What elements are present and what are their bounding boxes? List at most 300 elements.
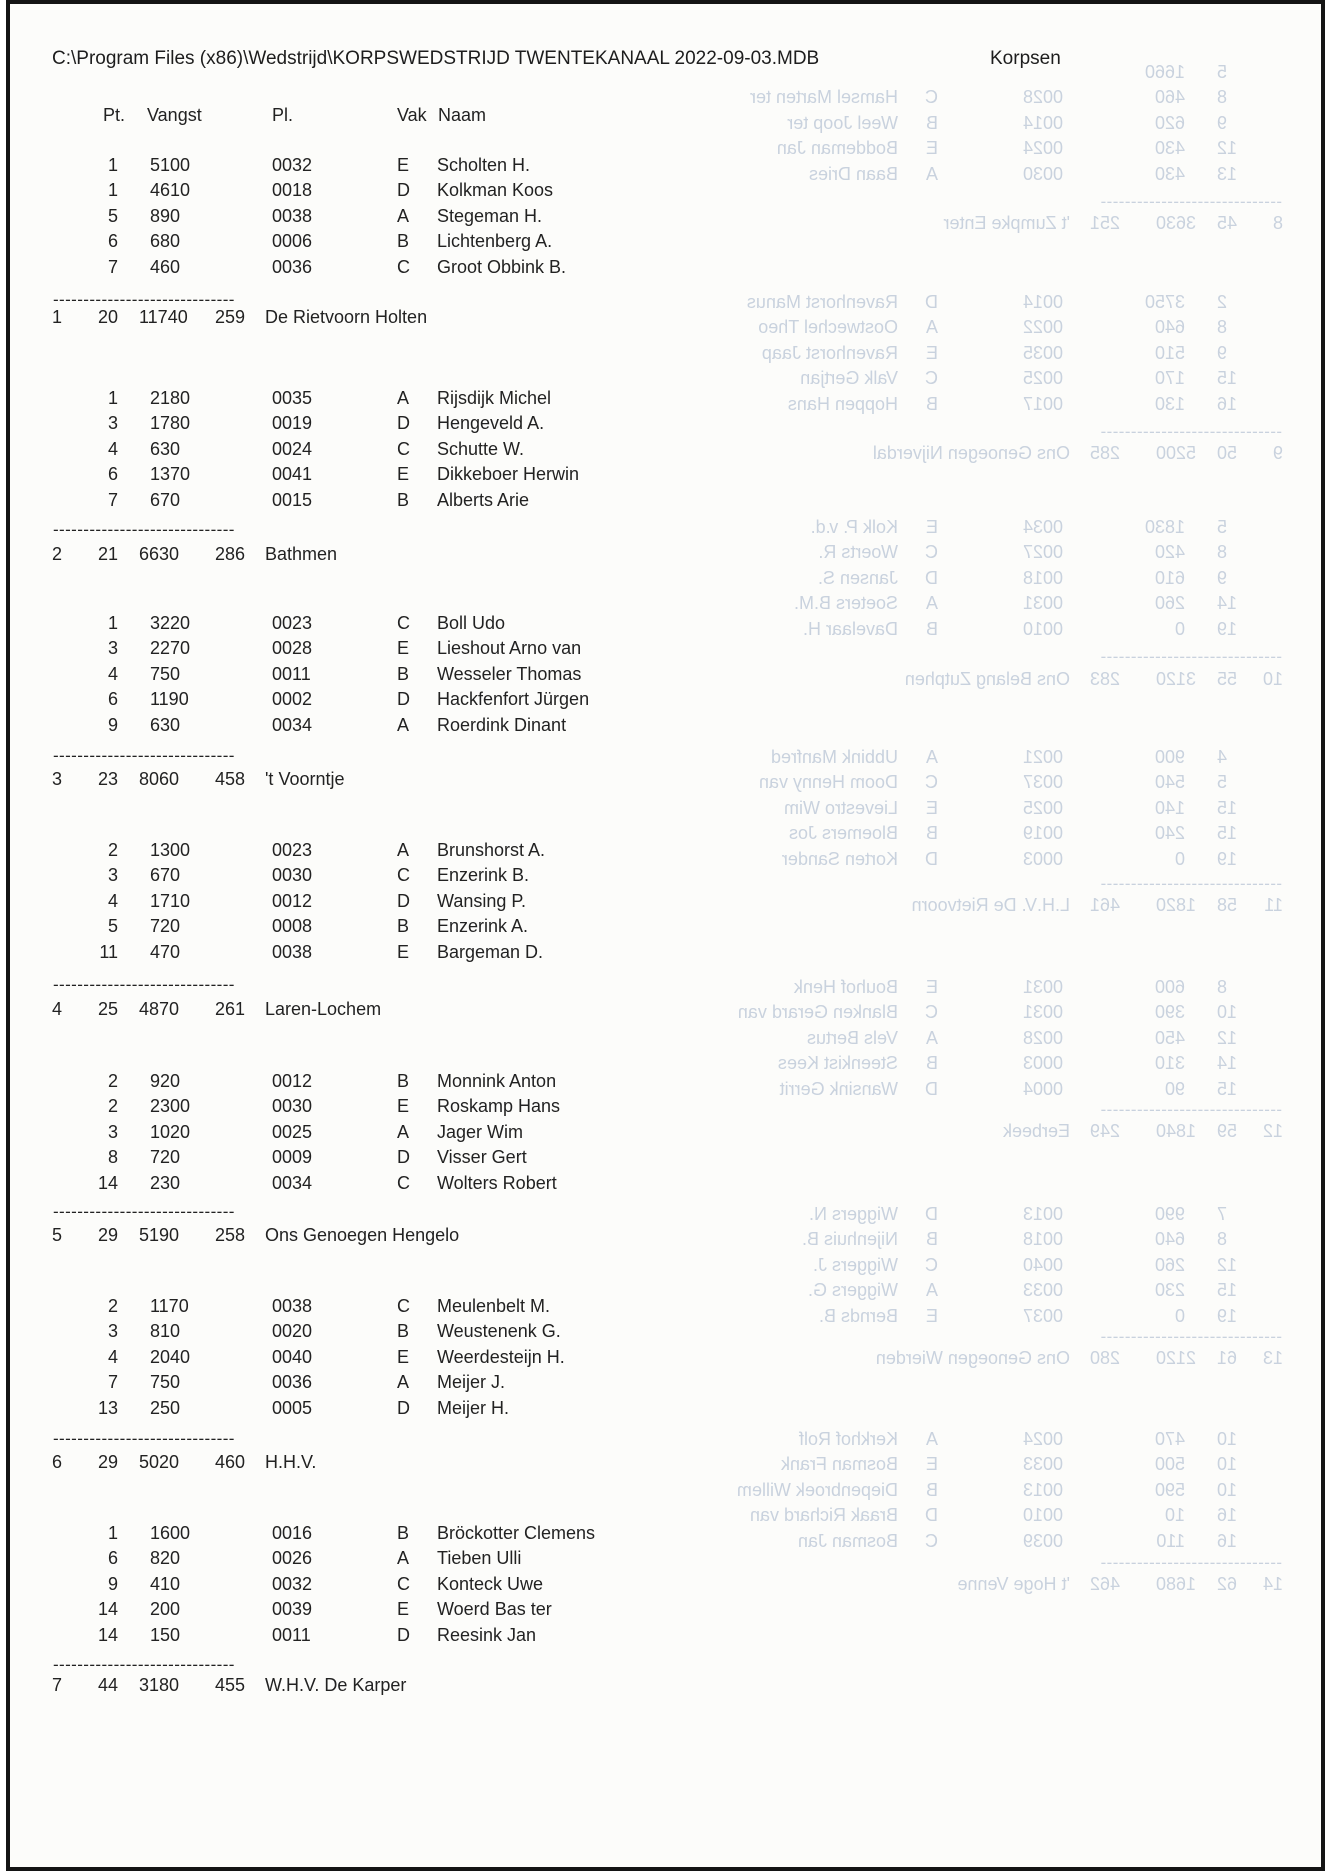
cell-pt: 4 (107, 438, 118, 459)
cell-naam: Soeters B.M. (793, 593, 898, 614)
cell-club-code: 461 (1089, 895, 1120, 915)
cell-vak: D (397, 180, 410, 201)
cell-vak: D (925, 1204, 938, 1224)
cell-vangst: 640 (1154, 1229, 1185, 1250)
cell-vak: C (925, 542, 938, 563)
cell-pt: 14 (97, 1599, 118, 1620)
cell-naam: Dikkeboer Herwin (437, 464, 580, 485)
member-row (10, 1296, 770, 1319)
member-row (10, 1096, 770, 1119)
cell-pt: 9 (107, 714, 118, 735)
cell-club-name: 't Zumpke Enter (943, 213, 1070, 233)
cell-pl: 0017 (1022, 393, 1063, 414)
bleed-separator-dashes: ------------------------------ (1100, 1327, 1282, 1346)
cell-club-name: Ons Genoegen Hengelo (265, 1225, 460, 1245)
cell-pl: 0018 (1022, 1229, 1063, 1250)
cell-pt: 13 (97, 1397, 118, 1418)
cell-vangst: 630 (150, 714, 181, 735)
cell-rank: 7 (52, 1675, 63, 1695)
cell-vak: B (925, 393, 938, 414)
cell-pl: 0028 (272, 638, 313, 659)
bleed-separator-dashes: ------------------------------ (1100, 647, 1282, 666)
cell-naam: Wiggers G. (807, 1280, 898, 1301)
cell-pl: 0038 (272, 205, 313, 226)
cell-vak: A (397, 1548, 410, 1569)
cell-naam: Jager Wim (437, 1121, 524, 1142)
cell-vangst: 420 (1154, 542, 1185, 563)
cell-naam: Bosman Frank (780, 1454, 898, 1475)
team-summary-row (10, 307, 770, 330)
member-row (10, 1173, 770, 1196)
cell-pt: 12 (1217, 138, 1238, 159)
cell-vak: B (397, 663, 410, 684)
cell-naam: Wansing P. (437, 890, 527, 911)
cell-pt: 7 (107, 256, 118, 277)
cell-vak: C (397, 1296, 410, 1316)
cell-vangst: 680 (150, 231, 181, 252)
cell-naam: Nijenhuis B. (801, 1229, 898, 1250)
cell-vak: D (925, 848, 938, 869)
cell-punten: 59 (1217, 1121, 1238, 1141)
cell-naam: Woerts R. (818, 542, 898, 563)
member-row (10, 638, 770, 661)
cell-club-name: Eerbeek (1002, 1121, 1070, 1141)
member-row (10, 490, 770, 513)
cell-pt: 5 (107, 205, 118, 226)
cell-punten: 58 (1217, 895, 1238, 915)
cell-naam: Wiggers J. (812, 1254, 898, 1275)
cell-pl: 0025 (272, 1121, 313, 1142)
cell-pt: 15 (1217, 368, 1238, 389)
cell-vangst: 230 (1154, 1280, 1185, 1301)
column-header-vak: Vak (397, 105, 427, 125)
cell-vangst: 3220 (150, 613, 191, 633)
cell-vangst: 670 (150, 489, 181, 510)
cell-vak: A (925, 163, 938, 184)
bleed-separator-dashes: ------------------------------ (1100, 874, 1282, 893)
cell-vak: E (925, 342, 938, 363)
cell-vak: D (925, 292, 938, 312)
cell-pt: 19 (1217, 1305, 1238, 1326)
member-row (10, 180, 770, 203)
cell-vak: B (397, 916, 410, 937)
cell-rank: 10 (1262, 669, 1283, 689)
cell-pl: 0024 (1022, 1429, 1063, 1449)
cell-vangst: 500 (1154, 1454, 1185, 1475)
cell-pt: 1 (107, 155, 118, 175)
cell-vak: C (397, 613, 410, 633)
cell-naam: Meijer J. (437, 1372, 506, 1393)
cell-pt: 4 (107, 1346, 118, 1367)
cell-pt: 8 (107, 1147, 118, 1168)
cell-vangst: 750 (150, 1372, 181, 1393)
cell-vak: C (397, 256, 410, 277)
cell-pl: 0013 (1022, 1479, 1063, 1500)
cell-pt: 6 (107, 464, 118, 485)
member-row (10, 1147, 770, 1170)
cell-pl: 0009 (272, 1147, 313, 1168)
cell-naam: Meijer H. (437, 1397, 510, 1418)
cell-total-vangst: 5020 (139, 1452, 180, 1472)
cell-pt: 3 (107, 638, 118, 659)
cell-vak: E (397, 1346, 410, 1367)
cell-naam: Boll Udo (437, 613, 506, 633)
member-row (10, 464, 770, 487)
cell-vangst: 390 (1154, 1002, 1185, 1023)
cell-pt: 4 (107, 890, 118, 911)
cell-vak: C (925, 1002, 938, 1023)
cell-rank: 11 (1264, 895, 1283, 915)
cell-vak: E (925, 517, 938, 537)
cell-vak: B (397, 489, 410, 510)
member-row (10, 865, 770, 888)
member-row (10, 1523, 770, 1546)
cell-vangst: 0 (1174, 1305, 1185, 1326)
cell-vak: C (925, 772, 938, 793)
cell-vangst: 0 (1174, 618, 1185, 639)
cell-pl: 0039 (272, 1599, 313, 1620)
cell-rank: 2 (52, 544, 63, 564)
cell-pl: 0013 (1022, 1204, 1063, 1224)
member-row (10, 206, 770, 229)
member-row (10, 231, 770, 254)
cell-pl: 0027 (1022, 542, 1063, 563)
cell-punten: 25 (97, 999, 118, 1019)
cell-rank: 5 (52, 1225, 63, 1245)
column-header-naam: Naam (438, 105, 487, 125)
cell-pl: 0008 (272, 916, 313, 937)
cell-vak: D (397, 890, 410, 911)
cell-pt: 10 (1217, 1429, 1238, 1449)
cell-vak: D (397, 413, 410, 434)
cell-vak: E (925, 138, 938, 159)
cell-pl: 0014 (1022, 112, 1063, 133)
cell-pt: 10 (1217, 1479, 1238, 1500)
cell-pl: 0026 (272, 1548, 313, 1569)
cell-vangst: 1710 (150, 890, 191, 911)
cell-vangst: 260 (1154, 593, 1185, 614)
cell-pl: 0004 (1022, 1078, 1063, 1099)
cell-vangst: 3750 (1144, 292, 1185, 312)
cell-pt: 2 (107, 1071, 118, 1091)
cell-vangst: 600 (1154, 977, 1185, 997)
cell-rank: 4 (52, 999, 63, 1019)
cell-vak: E (397, 464, 410, 485)
cell-pl: 0010 (1022, 1505, 1063, 1526)
cell-pt: 6 (107, 689, 118, 710)
cell-pl: 0005 (272, 1397, 313, 1418)
cell-naam: Wolters Robert (437, 1172, 557, 1193)
cell-punten: 44 (97, 1675, 118, 1695)
cell-pt: 1 (107, 388, 118, 408)
member-row (10, 664, 770, 687)
cell-vangst: 750 (150, 663, 181, 684)
cell-pl: 0019 (272, 413, 313, 434)
cell-rank: 9 (1272, 443, 1283, 463)
cell-pt: 1 (107, 1523, 118, 1543)
cell-vangst: 460 (150, 256, 181, 277)
cell-naam: Kolkman Koos (437, 180, 554, 201)
cell-vangst: 820 (150, 1548, 181, 1569)
cell-total-vangst: 3630 (1155, 213, 1196, 233)
cell-punten: 29 (97, 1452, 118, 1472)
cell-total-vangst: 4870 (139, 999, 180, 1019)
cell-total-vangst: 1680 (1155, 1574, 1196, 1594)
cell-naam: Hoppen Hans (787, 393, 898, 414)
cell-pl: 0025 (1022, 368, 1063, 389)
cell-naam: Stegeman H. (437, 205, 543, 226)
cell-pt: 8 (1217, 87, 1228, 108)
cell-club-code: 251 (1089, 213, 1120, 233)
cell-naam: Wansink Gerrit (779, 1078, 898, 1099)
cell-vangst: 170 (1154, 368, 1185, 389)
cell-club-name: De Rietvoorn Holten (265, 307, 428, 327)
team-summary-row (10, 769, 770, 792)
member-row (10, 916, 770, 939)
cell-pt: 7 (107, 489, 118, 510)
cell-vak: B (925, 618, 938, 639)
cell-pt: 3 (107, 1321, 118, 1342)
team-summary-row (10, 544, 770, 567)
cell-total-vangst: 6630 (139, 544, 180, 564)
cell-vangst: 240 (1154, 823, 1185, 844)
cell-vangst: 1170 (150, 1296, 189, 1316)
cell-naam: Reesink Jan (437, 1624, 537, 1645)
cell-club-code: 283 (1089, 669, 1120, 689)
cell-pt: 3 (107, 865, 118, 886)
cell-pt: 7 (107, 1372, 118, 1393)
cell-vangst: 640 (1154, 317, 1185, 338)
cell-pt: 5 (1217, 62, 1228, 82)
report-type-label: Korpsen (990, 48, 1061, 69)
cell-vangst: 720 (150, 1147, 181, 1168)
cell-vangst: 990 (1154, 1204, 1185, 1224)
cell-naam: Valk Gertjan (800, 368, 898, 389)
cell-vak: A (925, 1027, 938, 1048)
cell-pl: 0032 (272, 1573, 313, 1594)
bleed-separator-dashes: ------------------------------ (1100, 1100, 1282, 1119)
cell-naam: Scholten H. (437, 155, 531, 175)
cell-pl: 0019 (1022, 823, 1063, 844)
cell-pt: 2 (107, 1096, 118, 1117)
cell-naam: Jansen S. (817, 567, 898, 588)
cell-vak: B (397, 1321, 410, 1342)
cell-pl: 0031 (1022, 593, 1063, 614)
cell-pl: 0023 (272, 613, 313, 633)
cell-pt: 19 (1217, 618, 1238, 639)
cell-naam: Konteck Uwe (437, 1573, 544, 1594)
cell-pt: 1 (107, 180, 118, 201)
cell-naam: Enzerink B. (437, 865, 530, 886)
cell-vak: B (925, 1053, 938, 1074)
separator-dashes: ------------------------------ (53, 1202, 235, 1221)
cell-pl: 0021 (1022, 747, 1063, 767)
cell-pt: 5 (107, 916, 118, 937)
cell-pt: 1 (107, 613, 118, 633)
member-row (10, 1398, 770, 1421)
team-summary-row (10, 999, 770, 1022)
cell-vangst: 620 (1154, 112, 1185, 133)
cell-vak: C (925, 1530, 938, 1551)
member-row (10, 413, 770, 436)
member-row (10, 1599, 770, 1622)
cell-vak: C (397, 438, 410, 459)
cell-vangst: 2180 (150, 388, 191, 408)
cell-naam: Schutte W. (437, 438, 525, 459)
cell-vangst: 150 (150, 1624, 181, 1645)
cell-vangst: 5100 (150, 155, 191, 175)
cell-pl: 0010 (1022, 618, 1063, 639)
cell-pl: 0032 (272, 155, 313, 175)
cell-pl: 0023 (272, 840, 313, 860)
cell-pl: 0034 (1022, 517, 1063, 537)
cell-pt: 9 (1217, 342, 1228, 363)
cell-vangst: 610 (1154, 567, 1185, 588)
cell-pt: 19 (1217, 848, 1238, 869)
cell-pl: 0033 (1022, 1454, 1063, 1475)
cell-total-vangst: 5190 (139, 1225, 180, 1245)
member-row (10, 613, 770, 636)
cell-vangst: 460 (1154, 87, 1185, 108)
cell-vak: E (925, 1305, 938, 1326)
team-summary-row (10, 1452, 770, 1475)
cell-naam: Weerdesteijn H. (437, 1346, 565, 1367)
cell-club-name: 't Hoge Venne (957, 1574, 1070, 1594)
cell-rank: 12 (1262, 1121, 1283, 1141)
cell-vangst: 890 (150, 205, 181, 226)
cell-pt: 14 (1217, 593, 1238, 614)
cell-naam: Baan Dries (808, 163, 898, 184)
cell-pt: 2 (107, 840, 118, 860)
cell-naam: Visser Gert (437, 1147, 527, 1168)
cell-pl: 0036 (272, 256, 313, 277)
cell-vangst: 4610 (150, 180, 191, 201)
cell-club-name: Bathmen (265, 544, 338, 564)
cell-pl: 0039 (1022, 1530, 1063, 1551)
cell-pt: 4 (1217, 747, 1228, 767)
cell-pt: 6 (107, 231, 118, 252)
cell-vangst: 1020 (150, 1121, 191, 1142)
cell-pl: 0018 (1022, 567, 1063, 588)
cell-naam: Kerkhof Rolf (798, 1429, 898, 1449)
cell-club-code: 462 (1089, 1574, 1120, 1594)
cell-vangst: 510 (1154, 342, 1185, 363)
team-summary-row (10, 1225, 770, 1248)
cell-pl: 0035 (272, 388, 313, 408)
cell-naam: Lieshout Arno van (437, 638, 582, 659)
bleed-separator-dashes: ------------------------------ (1100, 192, 1282, 211)
cell-vak: C (397, 1172, 410, 1193)
cell-pl: 0031 (1022, 977, 1063, 997)
cell-naam: Kolk P. v.d. (810, 517, 898, 537)
cell-punten: 23 (97, 769, 118, 789)
separator-dashes: ------------------------------ (53, 1655, 235, 1674)
cell-rank: 14 (1262, 1574, 1283, 1594)
cell-pl: 0014 (1022, 292, 1063, 312)
cell-pl: 0003 (1022, 848, 1063, 869)
cell-naam: Doom Henny van (758, 772, 898, 793)
cell-vangst: 310 (1154, 1053, 1185, 1074)
cell-pl: 0038 (272, 1296, 313, 1316)
cell-club-name: 't Voorntje (265, 769, 345, 789)
cell-naam: Ravenhorst Manus (746, 292, 898, 312)
cell-club-code: 280 (1089, 1348, 1120, 1368)
cell-vangst: 200 (150, 1599, 181, 1620)
cell-vangst: 110 (1156, 1530, 1185, 1551)
cell-pt: 5 (1217, 772, 1228, 793)
member-row (10, 1122, 770, 1145)
cell-vak: A (925, 1429, 938, 1449)
cell-punten: 45 (1217, 213, 1238, 233)
cell-naam: Hamsel Marten ter (749, 87, 898, 108)
cell-pt: 7 (1217, 1204, 1228, 1224)
cell-vangst: 670 (150, 865, 181, 886)
cell-naam: Rijsdijk Michel (437, 388, 552, 408)
cell-club-code: 285 (1089, 443, 1120, 463)
cell-vangst: 810 (150, 1321, 181, 1342)
cell-pt: 8 (1217, 1229, 1228, 1250)
cell-pt: 9 (107, 1573, 118, 1594)
cell-vak: A (397, 1121, 410, 1142)
cell-naam: Braak Richard van (749, 1505, 898, 1526)
cell-pl: 0033 (1022, 1280, 1063, 1301)
member-row (10, 715, 770, 738)
cell-pl: 0018 (272, 180, 313, 201)
cell-vangst: 260 (1154, 1254, 1185, 1275)
cell-pl: 0022 (1022, 317, 1063, 338)
cell-naam: Wesseler Thomas (437, 663, 582, 684)
cell-naam: Weustenenk G. (437, 1321, 561, 1342)
member-row (10, 1574, 770, 1597)
cell-pl: 0037 (1022, 772, 1063, 793)
cell-pt: 10 (1217, 1454, 1238, 1475)
cell-naam: Weel Joop ter (787, 112, 898, 133)
cell-pl: 0002 (272, 689, 313, 710)
cell-vangst: 590 (1154, 1479, 1185, 1500)
cell-vangst: 470 (1154, 1429, 1185, 1449)
cell-pt: 16 (1217, 1530, 1238, 1551)
cell-vangst: 1830 (1144, 517, 1185, 537)
cell-vangst: 920 (150, 1071, 181, 1091)
cell-vak: D (397, 1397, 410, 1418)
cell-pl: 0031 (1022, 1002, 1063, 1023)
cell-punten: 21 (97, 544, 118, 564)
cell-vak: A (397, 388, 410, 408)
cell-vak: C (925, 1254, 938, 1275)
cell-vak: D (925, 1078, 938, 1099)
cell-vak: E (397, 155, 410, 175)
cell-pl: 0012 (272, 1071, 313, 1091)
cell-vangst: 720 (150, 916, 181, 937)
cell-punten: 55 (1217, 669, 1238, 689)
cell-vak: B (397, 231, 410, 252)
cell-pl: 0028 (1022, 87, 1063, 108)
cell-pt: 14 (97, 1624, 118, 1645)
cell-vangst: 0 (1174, 848, 1185, 869)
cell-vangst: 470 (150, 941, 181, 962)
member-row (10, 942, 770, 965)
cell-naam: Woerd Bas ter (437, 1599, 552, 1620)
cell-vak: E (397, 1096, 410, 1117)
cell-total-vangst: 8060 (139, 769, 180, 789)
cell-pl: 0030 (272, 865, 313, 886)
cell-rank: 3 (52, 769, 63, 789)
cell-vak: B (925, 823, 938, 844)
cell-naam: Diepenbroek Willem (736, 1479, 898, 1500)
cell-vangst: 430 (1154, 163, 1185, 184)
cell-naam: Steenkist Kees (777, 1053, 898, 1074)
separator-dashes: ------------------------------ (53, 520, 235, 539)
